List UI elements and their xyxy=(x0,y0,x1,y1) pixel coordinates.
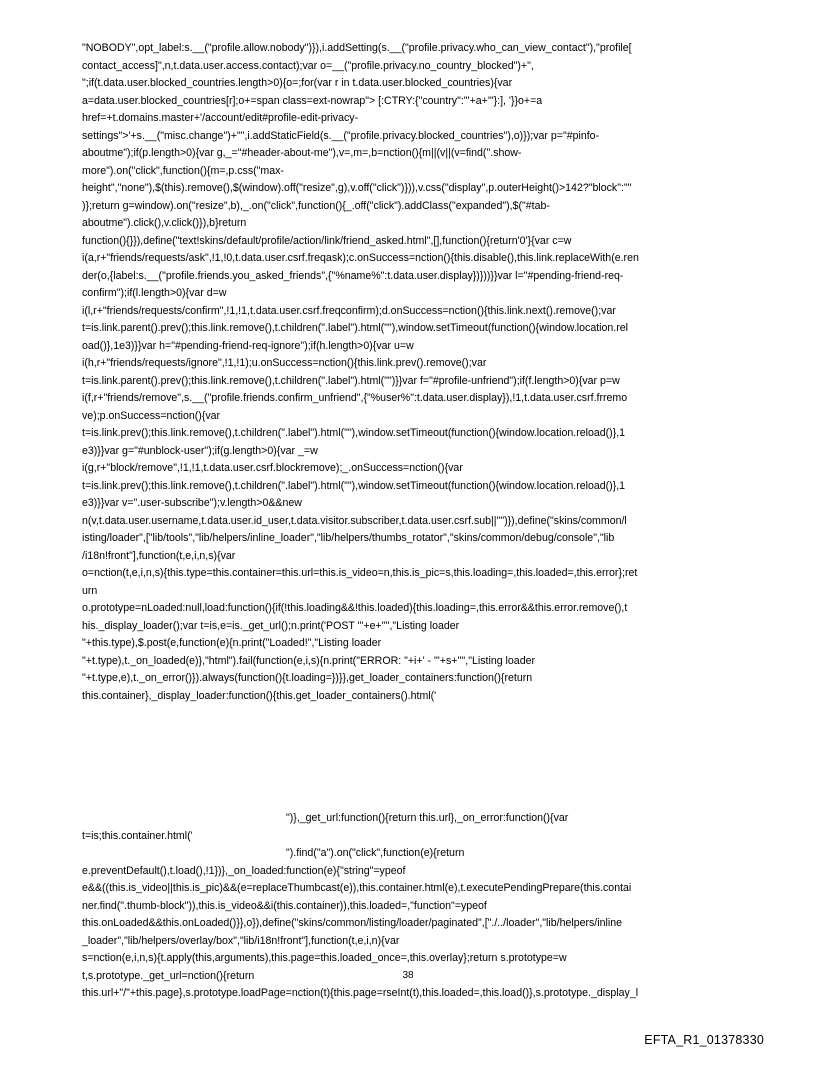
code-line: )};return g=window).on("resize",b),_.on("click",function(){_.off("click").addClass("expanded"),$("#tab- xyxy=(82,199,550,212)
code-line: contact_access]",n,t.data.user.access.contact);var o=__("profile.privacy.no_country_blocked")+", xyxy=(82,59,534,72)
code-line: ")},_get_url:function(){return this.url},_on_error:function(){var xyxy=(286,812,569,824)
code-line: t,s.prototype._get_url=nction(){return xyxy=(82,969,255,982)
code-line: t=is.link.parent().prev();this.link.remove(),t.children(".label").html("")}}var f="#profile-unfriend");if(f.length>0){var p=w xyxy=(82,374,620,387)
code-line: i(h,r+"friends/requests/ignore",!1,!1);u.onSuccess=nction(){this.link.prev().remove();var xyxy=(82,357,487,369)
code-line: settings">'+s.__("misc.change")+"",i.addStaticField(s.__("profile.privacy.blocked_countries"),o)});var p="#pinfo- xyxy=(82,129,600,142)
blank-gap xyxy=(82,705,782,810)
code-line: s=nction(e,i,n,s){t.apply(this,arguments),this.page=this.loaded_once=,this.overlay};return s.prototype=w xyxy=(82,952,567,964)
code-line: i(l,r+"friends/requests/confirm",!1,!1,t.data.user.csrf.freqconfirm);d.onSuccess=nction(){this.link.next().remove();var xyxy=(82,304,616,317)
code-line: "NOBODY",opt_label:s.__("profile.allow.nobody")}),i.addSetting(s.__("profile.privacy.who_can_view_contact"),"profile[ xyxy=(82,42,632,54)
code-line: der(o,{label:s.__("profile.friends.you_asked_friends",{"%name%":t.data.user.display})}))}}var l="#pending-friend-req- xyxy=(82,269,624,282)
code-line: e.preventDefault(),t.load(),!1})},_on_loaded:function(e){"string"=ypeof xyxy=(82,864,406,877)
code-line: "+t.type,e),t._on_error()}).always(function(){t.loading=})}},get_loader_containers:function(){return xyxy=(82,672,533,684)
code-line: aboutme").click(),v.click()}),b}return xyxy=(82,217,247,229)
code-line: ";if(t.data.user.blocked_countries.length>0){o=;for(var r in t.data.user.blocked_countries){var xyxy=(82,77,513,89)
code-line: ve);p.onSuccess=nction(){var xyxy=(82,409,221,422)
code-line: isting/loader",["lib/tools","lib/helpers/inline_loader","lib/helpers/thumbs_rotator","skins/common/debug/console","lib xyxy=(82,532,615,544)
code-line: this.url+"/"+this.page},s.prototype.loadPage=nction(t){this.page=rseInt(t),this.loaded=,this.load()},s.prototype._display_l xyxy=(82,987,639,999)
code-line: his._display_loader();var t=is,e=is._get_url();n.print('POST "'+e+'"',"Listing loader xyxy=(82,619,460,632)
code-line: /i18n!front"],function(t,e,i,n,s){var xyxy=(82,549,236,562)
code-line: o.prototype=nLoaded:null,load:function(){if(!this.loading&&!this.loaded){this.loading=,this.error&&this.error.remove(),t xyxy=(82,602,628,614)
code-line: e3)}}var g="#unblock-user");if(g.length>0){var _=w xyxy=(82,444,318,457)
code-line: more").on("click",function(){m=,p.css("max- xyxy=(82,164,284,177)
code-line: i(a,r+"friends/requests/ask",!1,!0,t.data.user.csrf.freqask);c.onSuccess=nction(){this.disable(),this.link.replaceWith(e.ren xyxy=(82,252,639,264)
code-line: i(g,r+"block/remove",!1,!1,t.data.user.csrf.blockremove);_.onSuccess=nction(){var xyxy=(82,462,463,474)
code-line: function(){}}),define("text!skins/default/profile/action/link/friend_asked.html",[],function(){return'0'}{var c=w xyxy=(82,234,572,247)
code-line: this.container},_display_loader:function(){this.get_loader_containers().html(' xyxy=(82,689,437,702)
code-line: e&&((this.is_video||this.is_pic)&&(e=replaceThumbcast(e)),this.container.html(e),t.executePendingPrepare(this.contai xyxy=(82,882,632,894)
page-number: 38 xyxy=(402,970,414,981)
code-line: e3)}}var v=".user-subscribe");v.length>0&&new xyxy=(82,497,302,509)
code-line: t=is;this.container.html(' xyxy=(82,829,193,842)
code-line: "+t.type),t._on_loaded(e)},"html").fail(function(e,i,s){n.print("ERROR: "+i+' - "'+s+'"',"Listing loader xyxy=(82,654,536,667)
code-line: o=nction(t,e,i,n,s){this.type=this.container=this.url=this.is_video=n,this.is_pic=s,this.loading=,this.loaded=,this.error};ret xyxy=(82,567,638,579)
code-line: _loader","lib/helpers/overlay/box","lib/i18n!front"],function(t,e,i,n){var xyxy=(82,934,400,947)
code-line: t=is.link.prev();this.link.remove(),t.children(".label").html(""),window.setTimeout(function(){window.location.reload()},1 xyxy=(82,479,626,492)
code-line: i(f,r+"friends/remove",s.__("profile.friends.confirm_unfriend",{"%user%":t.data.user.display}),!1,t.data.user.csrf.frremo xyxy=(82,392,628,404)
code-line: ").find("a").on("click",function(e){return xyxy=(286,847,465,859)
code-line: ner.find(".thumb-block")),this.is_video&&i(this.container)),this.loaded=,"function"=ypeof xyxy=(82,899,487,912)
code-line: "+this.type),$.post(e,function(e){n.print("Loaded!","Listing loader xyxy=(82,637,382,649)
code-line: t=is.link.parent().prev();this.link.remove(),t.children(".label").html(""),window.setTimeout(function(){window.location.rel xyxy=(82,322,629,334)
code-line: height","none"),$(this).remove(),$(window).off("resize",g),v.off("click")})),v.css("display",p.outerHeight()>142?"block":"" xyxy=(82,182,632,194)
code-section-1 xyxy=(82,40,782,705)
code-line: href=+t.domains.master+'/account/edit#profile-edit-privacy- xyxy=(82,112,359,124)
code-line: urn xyxy=(82,584,98,597)
code-line: aboutme");if(p.length>0){var g,_="#header-about-me"),v=,m=,b=nction(){m||(v||(v=find(".show- xyxy=(82,147,522,159)
document-id: EFTA_R1_01378330 xyxy=(644,1033,764,1047)
code-line: oad()},1e3)}}var h="#pending-friend-req-ignore");if(h.length>0){var u=w xyxy=(82,339,414,352)
code-line: confirm");if(l.length>0){var d=w xyxy=(82,287,227,299)
code-text-block xyxy=(82,40,782,1003)
code-line: n(v,t.data.user.username,t.data.user.id_user,t.data.visitor.subscriber,t.data.user.csrf.sub||"")}),define("skins/common/l xyxy=(82,514,627,527)
code-line: t=is.link.prev();this.link.remove(),t.children(".label").html(""),window.setTimeout(function(){window.location.reload()},1 xyxy=(82,427,626,439)
code-line: this.onLoaded&&this.onLoaded()}},o}),define("skins/common/listing/loader/paginated",["./../loader","lib/helpers/inline xyxy=(82,917,622,929)
code-line: a=data.user.blocked_countries[r];o+=span class=ext-nowrap"> [:CTRY:{"country":"'+a+'"}:], '}}o+=a xyxy=(82,94,543,107)
